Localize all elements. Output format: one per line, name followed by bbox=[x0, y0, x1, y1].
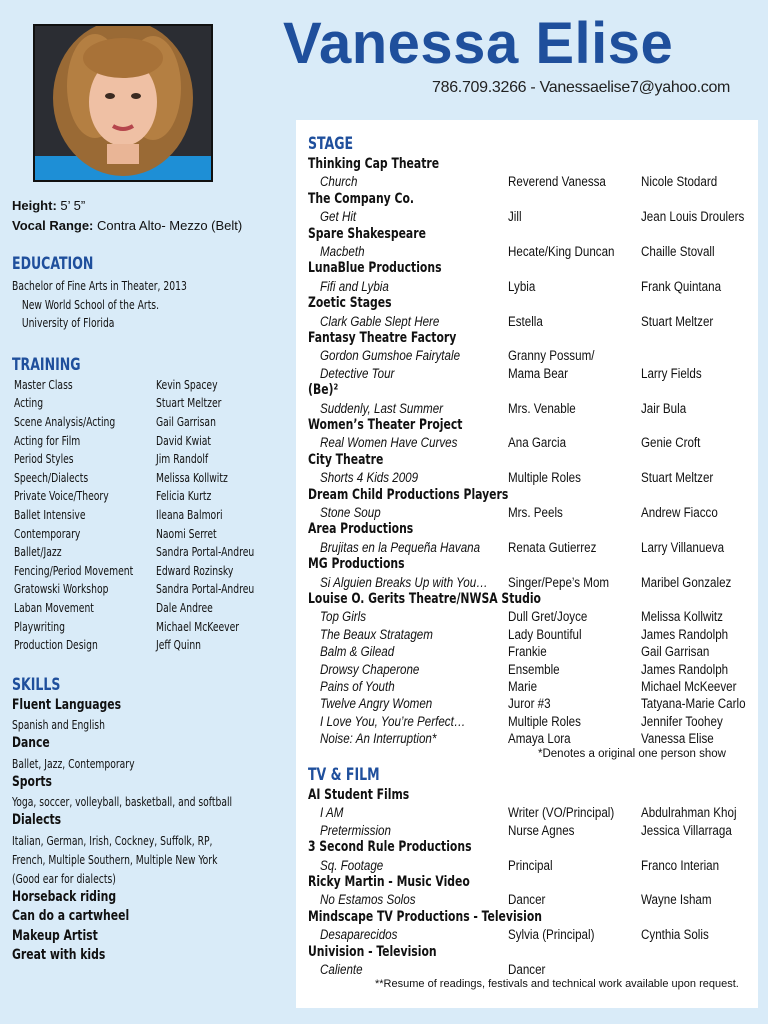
training-teacher: Ileana Balmori bbox=[156, 506, 223, 522]
credit-role: Juror #3 bbox=[508, 696, 551, 712]
credit-role: Mrs. Peels bbox=[508, 504, 563, 520]
credit-title: Si Alguien Breaks Up with You… bbox=[320, 574, 488, 590]
credit-role: Singer/Pepe’s Mom bbox=[508, 574, 610, 590]
credit-role: Sylvia (Principal) bbox=[508, 927, 595, 943]
vocal-range-label: Vocal Range: bbox=[12, 218, 94, 233]
credit-role: Amaya Lora bbox=[508, 731, 571, 747]
stage-footnote: *Denotes a original one person show bbox=[538, 748, 726, 761]
credit-row bbox=[308, 713, 758, 730]
credit-director: Nicole Stodard bbox=[641, 174, 718, 190]
training-teacher: Kevin Spacey bbox=[156, 376, 218, 392]
credit-title: Real Women Have Curves bbox=[320, 435, 458, 451]
left-column bbox=[12, 196, 287, 966]
skill-heading: Dialects bbox=[12, 812, 62, 829]
credit-role: Jill bbox=[508, 209, 522, 225]
credit-role: Reverend Vanessa bbox=[508, 174, 606, 190]
training-course: Acting for Film bbox=[14, 432, 81, 448]
education-list bbox=[12, 277, 287, 333]
tv-film-section bbox=[308, 765, 758, 990]
training-course: Acting bbox=[14, 395, 44, 411]
skill-heading: Great with kids bbox=[12, 947, 106, 964]
credit-director: James Randolph bbox=[641, 661, 729, 677]
company-name: The Company Co. bbox=[308, 190, 415, 207]
credit-role: Granny Possum/ bbox=[508, 348, 595, 364]
credit-row bbox=[308, 347, 758, 364]
training-teacher: Melissa Kollwitz bbox=[156, 469, 228, 485]
credit-role: Hecate/King Duncan bbox=[508, 244, 615, 259]
training-course: Contemporary bbox=[14, 525, 81, 541]
skill-text: French, Multiple Southern, Multiple New York bbox=[12, 851, 218, 867]
training-teacher: Jeff Quinn bbox=[156, 637, 202, 653]
headshot-illustration bbox=[35, 26, 211, 180]
credit-title: Twelve Angry Women bbox=[320, 696, 433, 712]
height-label: Height: bbox=[12, 198, 57, 213]
company-name: Spare Shakespeare bbox=[308, 225, 426, 242]
credit-row bbox=[308, 243, 758, 260]
education-line: Bachelor of Fine Arts in Theater, 2013 bbox=[12, 278, 187, 293]
credit-title: Top Girls bbox=[320, 609, 367, 625]
credit-title: Gordon Gumshoe Fairytale bbox=[320, 348, 461, 364]
training-course: Fencing/Period Movement bbox=[14, 562, 134, 578]
credit-role: Multiple Roles bbox=[508, 713, 581, 729]
skill-heading: Fluent Languages bbox=[12, 696, 122, 713]
company-name: AI Student Films bbox=[308, 787, 410, 803]
credit-row bbox=[308, 574, 758, 591]
credit-director: Gail Garrisan bbox=[641, 644, 710, 660]
training-teacher: Sandra Portal-Andreu bbox=[156, 544, 255, 560]
resume-footnote: **Resume of readings, festivals and technical work available upon request. bbox=[375, 978, 739, 991]
stage-credits bbox=[308, 156, 758, 747]
credit-role: Marie bbox=[508, 678, 538, 694]
credit-role: Renata Gutierrez bbox=[508, 539, 597, 555]
skills-title: SKILLS bbox=[12, 674, 61, 695]
credit-director: Vanessa Elise bbox=[641, 731, 714, 747]
credit-role: Nurse Agnes bbox=[508, 822, 575, 838]
credit-title: Brujitas en la Pequeña Havana bbox=[320, 539, 481, 555]
credit-role: Ana Garcia bbox=[508, 435, 567, 451]
skill-text: (Good ear for dialects) bbox=[12, 870, 116, 886]
company-name: Dream Child Productions Players bbox=[308, 486, 509, 503]
education-title: EDUCATION bbox=[12, 254, 94, 274]
credit-row bbox=[308, 626, 758, 643]
credit-title: Get Hit bbox=[320, 209, 357, 225]
credit-title: Sq. Footage bbox=[320, 857, 384, 873]
credit-director: Tatyana-Marie Carlo bbox=[641, 696, 746, 712]
headshot-photo bbox=[33, 24, 213, 182]
credit-title: I Love You, You’re Perfect… bbox=[320, 713, 466, 729]
credit-title: Detective Tour bbox=[320, 365, 395, 381]
credit-title: No Estamos Solos bbox=[320, 892, 416, 908]
credit-role: Mrs. Venable bbox=[508, 400, 576, 416]
company-name: Mindscape TV Productions - Television bbox=[308, 908, 542, 925]
height-stat bbox=[12, 196, 287, 216]
credits-panel bbox=[296, 120, 758, 1008]
credit-title: Pretermission bbox=[320, 822, 391, 838]
credit-role: Principal bbox=[508, 857, 553, 873]
skill-heading: Horseback riding bbox=[12, 888, 117, 905]
company-name: Fantasy Theatre Factory bbox=[308, 329, 457, 346]
company-name: 3 Second Rule Productions bbox=[308, 839, 472, 856]
skill-heading: Can do a cartwheel bbox=[12, 908, 130, 925]
credit-row bbox=[308, 695, 758, 712]
tv-film-title: TV & FILM bbox=[308, 765, 380, 785]
credit-director: Chaille Stovall bbox=[641, 244, 715, 259]
training-course: Private Voice/Theory bbox=[14, 488, 109, 504]
credit-title: Noise: An Interruption* bbox=[320, 731, 437, 747]
credit-row bbox=[308, 469, 758, 486]
credit-role: Multiple Roles bbox=[508, 470, 581, 486]
credit-role: Estella bbox=[508, 313, 543, 329]
credit-row bbox=[308, 173, 758, 190]
skill-text: Ballet, Jazz, Contemporary bbox=[12, 755, 135, 771]
name-heading: Vanessa Elise bbox=[283, 11, 674, 76]
credit-row bbox=[308, 434, 758, 451]
tv-film-credits bbox=[308, 787, 758, 978]
training-teacher: Michael McKeever bbox=[156, 618, 240, 634]
credit-row bbox=[308, 400, 758, 417]
skills-list bbox=[12, 696, 287, 966]
company-name: Women’s Theater Project bbox=[308, 416, 463, 433]
credit-title: The Beaux Stratagem bbox=[320, 626, 433, 642]
credit-title: Clark Gable Slept Here bbox=[320, 313, 440, 329]
training-course: Master Class bbox=[14, 376, 73, 392]
training-course: Playwriting bbox=[14, 618, 66, 634]
contact-info: 786.709.3266 - Vanessaelise7@yahoo.com bbox=[432, 79, 731, 96]
company-name: Zoetic Stages bbox=[308, 295, 392, 312]
credit-row bbox=[308, 504, 758, 521]
credit-title: Church bbox=[320, 174, 358, 190]
education-line: University of Florida bbox=[21, 315, 115, 331]
training-course: Period Styles bbox=[14, 451, 74, 467]
credit-title: Shorts 4 Kids 2009 bbox=[320, 470, 419, 486]
education-line: New World School of the Arts. bbox=[21, 296, 160, 312]
credit-title: Caliente bbox=[320, 961, 363, 977]
training-course: Scene Analysis/Acting bbox=[14, 413, 116, 429]
training-teacher: Jim Randolf bbox=[156, 451, 209, 467]
training-teacher: Naomi Serret bbox=[156, 525, 217, 541]
credit-director: Cynthia Solis bbox=[641, 927, 709, 943]
credit-row bbox=[308, 678, 758, 695]
company-name: Louise O. Gerits Theatre/NWSA Studio bbox=[308, 590, 542, 607]
credit-director: Larry Villanueva bbox=[641, 539, 725, 555]
credit-row bbox=[308, 278, 758, 295]
training-course: Speech/Dialects bbox=[14, 469, 89, 485]
credit-row bbox=[308, 891, 758, 908]
credit-director: Abdulrahman Khoj bbox=[641, 805, 737, 821]
credit-director: Larry Fields bbox=[641, 365, 702, 381]
training-teacher: Sandra Portal-Andreu bbox=[156, 581, 255, 597]
credit-title: Macbeth bbox=[320, 244, 365, 259]
credit-title: Desaparecidos bbox=[320, 927, 398, 943]
credit-row bbox=[308, 857, 758, 874]
credit-director: Jair Bula bbox=[641, 400, 687, 416]
vocal-range-value: Contra Alto- Mezzo (Belt) bbox=[93, 218, 243, 233]
training-course: Ballet Intensive bbox=[14, 506, 86, 522]
credit-director: Michael McKeever bbox=[641, 678, 737, 694]
credit-director: Genie Croft bbox=[641, 435, 701, 451]
company-name: (Be)² bbox=[308, 382, 339, 399]
credit-role: Dancer bbox=[508, 892, 546, 908]
credit-row bbox=[308, 804, 758, 821]
credit-row bbox=[308, 926, 758, 943]
credit-director: Frank Quintana bbox=[641, 278, 722, 294]
skill-text: Italian, German, Irish, Cockney, Suffolk, RP, bbox=[12, 832, 213, 848]
credit-role: Dull Gret/Joyce bbox=[508, 609, 588, 625]
skill-text: Yoga, soccer, volleyball, basketball, and softball bbox=[12, 794, 233, 810]
credit-director: James Randolph bbox=[641, 626, 729, 642]
credit-title: Pains of Youth bbox=[320, 678, 395, 694]
training-course: Laban Movement bbox=[14, 599, 94, 615]
credit-row bbox=[308, 539, 758, 556]
company-name: City Theatre bbox=[308, 451, 384, 468]
credit-row bbox=[308, 822, 758, 839]
credit-title: Stone Soup bbox=[320, 504, 381, 520]
credit-director: Jean Louis Droulers bbox=[641, 209, 745, 225]
skill-heading: Makeup Artist bbox=[12, 927, 98, 944]
credit-director: Jennifer Toohey bbox=[641, 713, 723, 729]
credit-row bbox=[308, 643, 758, 660]
height-value: 5’ 5” bbox=[56, 198, 86, 213]
training-course: Production Design bbox=[14, 637, 98, 653]
skill-heading: Dance bbox=[12, 735, 50, 752]
credit-title: Drowsy Chaperone bbox=[320, 661, 420, 677]
training-teacher: Felicia Kurtz bbox=[156, 488, 212, 504]
credit-title: Suddenly, Last Summer bbox=[320, 400, 444, 416]
training-teacher: Edward Rozinsky bbox=[156, 562, 234, 578]
vocal-range-stat bbox=[12, 216, 287, 236]
company-name: MG Productions bbox=[308, 556, 405, 573]
company-name: Ricky Martin - Music Video bbox=[308, 873, 470, 890]
company-name: LunaBlue Productions bbox=[308, 260, 442, 277]
credit-director: Maribel Gonzalez bbox=[641, 574, 732, 590]
credit-title: Balm & Gilead bbox=[320, 644, 395, 660]
training-course: Gratowski Workshop bbox=[14, 581, 109, 597]
credit-row bbox=[308, 365, 758, 382]
training-table bbox=[12, 376, 287, 655]
company-name: Thinking Cap Theatre bbox=[308, 156, 440, 172]
training-course: Ballet/Jazz bbox=[14, 544, 62, 560]
training-teacher: Stuart Meltzer bbox=[156, 395, 222, 411]
credit-role: Ensemble bbox=[508, 661, 560, 677]
training-teacher: David Kwiat bbox=[156, 432, 211, 448]
training-title: TRAINING bbox=[12, 354, 81, 375]
credit-role: Mama Bear bbox=[508, 365, 569, 381]
company-name: Univision - Television bbox=[308, 943, 437, 960]
credit-role: Writer (VO/Principal) bbox=[508, 805, 615, 821]
stage-title: STAGE bbox=[308, 134, 354, 154]
credit-role: Frankie bbox=[508, 644, 547, 660]
credit-director: Franco Interian bbox=[641, 857, 720, 873]
skill-text: Spanish and English bbox=[12, 717, 105, 733]
company-name: Area Productions bbox=[308, 521, 414, 538]
credit-row bbox=[308, 208, 758, 225]
credit-director: Stuart Meltzer bbox=[641, 313, 714, 329]
credit-row bbox=[308, 313, 758, 330]
credit-role: Lybia bbox=[508, 278, 536, 294]
credit-row bbox=[308, 608, 758, 625]
skill-heading: Sports bbox=[12, 773, 52, 790]
credit-director: Andrew Fiacco bbox=[641, 504, 718, 520]
credit-role: Dancer bbox=[508, 961, 546, 977]
credit-director: Jessica Villarraga bbox=[641, 822, 732, 838]
credit-director: Wayne Isham bbox=[641, 892, 712, 908]
credit-director: Melissa Kollwitz bbox=[641, 609, 723, 625]
credit-title: Fifi and Lybia bbox=[320, 278, 389, 294]
training-teacher: Gail Garrisan bbox=[156, 413, 216, 429]
training-teacher: Dale Andree bbox=[156, 599, 213, 615]
stage-section bbox=[308, 134, 758, 760]
credit-title: I AM bbox=[320, 805, 344, 821]
credit-row bbox=[308, 961, 758, 978]
credit-row bbox=[308, 661, 758, 678]
credit-director: Stuart Meltzer bbox=[641, 470, 714, 486]
credit-role: Lady Bountiful bbox=[508, 626, 582, 642]
credit-row bbox=[308, 730, 758, 747]
